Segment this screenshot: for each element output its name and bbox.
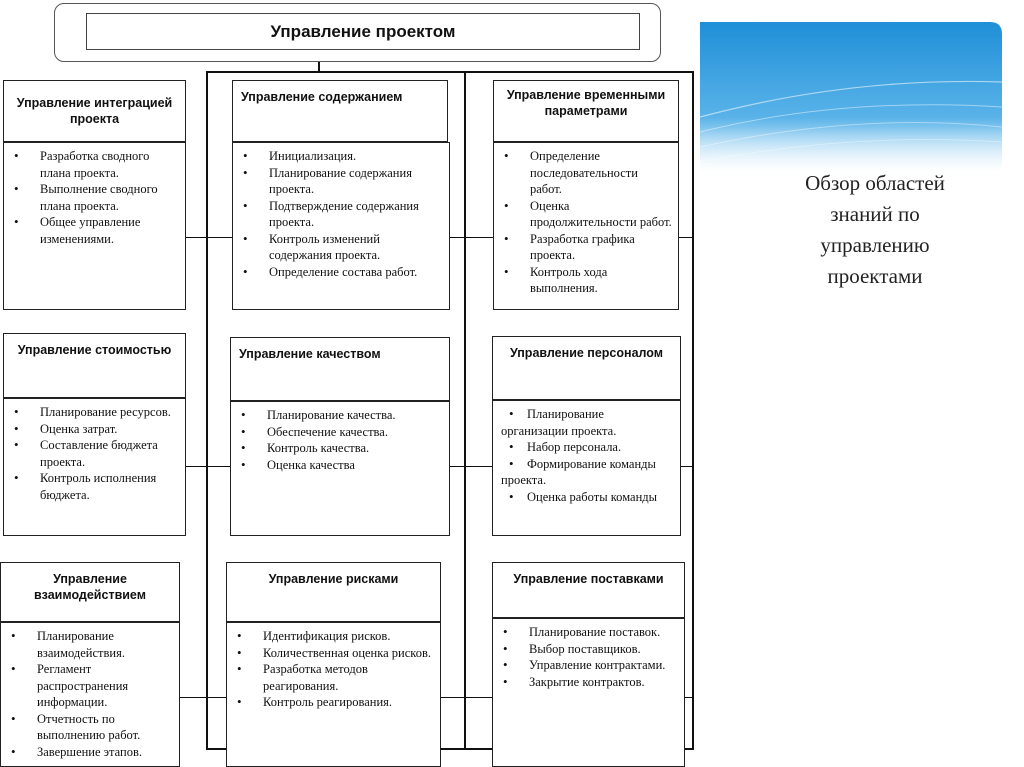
connector-line — [206, 71, 694, 73]
list-item: • Контроль исполнения бюджета. — [12, 470, 179, 503]
area-risks-title: Управление рисками — [226, 562, 441, 622]
connector-line — [681, 466, 692, 467]
list-item: • Формирование команды проекта. — [501, 456, 674, 489]
list-item: • Контроль реагирования. — [235, 694, 434, 711]
connector-line — [464, 71, 466, 749]
area-content-title: Управление содержанием — [232, 80, 448, 142]
list-item: • Планирование поставок. — [501, 624, 678, 641]
area-quality-title: Управление качеством — [230, 337, 450, 401]
list-item: • Выбор поставщиков. — [501, 641, 678, 658]
list-item: • Обеспечение качества. — [239, 424, 443, 441]
list-item: • Отчетность по выполнению работ. — [9, 711, 173, 744]
area-integration-list — [3, 142, 186, 310]
connector-line — [441, 697, 464, 698]
connector-line — [450, 466, 464, 467]
side-caption: Обзор областей знаний по управлению проектами — [805, 171, 945, 288]
list-item: • Общее управление изменениями. — [12, 214, 179, 247]
connector-line — [208, 466, 230, 467]
area-cost-title: Управление стоимостью — [3, 333, 186, 398]
list-item: • Разработка методов реагирования. — [235, 661, 434, 694]
list-item: • Закрытие контрактов. — [501, 674, 678, 691]
list-item: • Составление бюджета проекта. — [12, 437, 179, 470]
list-item: • Разработка графика проекта. — [502, 231, 672, 264]
list-item: • Планирование взаимодействия. — [9, 628, 173, 661]
list-item: • Выполнение сводного плана проекта. — [12, 181, 179, 214]
list-item: • Оценка качества — [239, 457, 443, 474]
list-item: • Подтверждение содержания проекта. — [241, 198, 443, 231]
connector-line — [685, 697, 692, 698]
connector-line — [208, 697, 226, 698]
list-item: • Определение состава работ. — [241, 264, 443, 281]
list-item: • Определение последовательности работ. — [502, 148, 672, 198]
list-item: • Контроль качества. — [239, 440, 443, 457]
connector-line — [466, 237, 493, 238]
connector-line — [186, 237, 206, 238]
connector-line — [679, 237, 692, 238]
list-item: • Идентификация рисков. — [235, 628, 434, 645]
list-item: • Управление контрактами. — [501, 657, 678, 674]
area-personnel-title: Управление персоналом — [492, 336, 681, 400]
list-item: • Набор персонала. — [501, 439, 674, 456]
area-time-title: Управление временными параметрами — [493, 80, 679, 142]
list-item: • Контроль хода выполнения. — [502, 264, 672, 297]
main-title: Управление проектом — [86, 13, 640, 50]
area-quality-list — [230, 401, 450, 536]
list-item: • Планирование качества. — [239, 407, 443, 424]
decorative-blue-banner — [700, 22, 1002, 172]
list-item: • Завершение этапов. — [9, 744, 173, 761]
list-item: • Количественная оценка рисков. — [235, 645, 434, 662]
connector-line — [180, 697, 206, 698]
list-item: • Оценка затрат. — [12, 421, 179, 438]
area-procurement-list — [492, 618, 685, 767]
area-personnel-list — [492, 400, 681, 536]
list-item: • Разработка сводного плана проекта. — [12, 148, 179, 181]
connector-line — [692, 71, 694, 749]
area-cost-list — [3, 398, 186, 536]
area-communication-title: Управление взаимодействием — [0, 562, 180, 622]
area-risks-list — [226, 622, 441, 767]
list-item: • Оценка продолжительности работ. — [502, 198, 672, 231]
connector-line — [466, 466, 492, 467]
list-item: • Планирование содержания проекта. — [241, 165, 443, 198]
list-item: • Контроль изменений содержания проекта. — [241, 231, 443, 264]
list-item: • Регламент распространения информации. — [9, 661, 173, 711]
area-content-list — [232, 142, 450, 310]
area-communication-list — [0, 622, 180, 767]
area-procurement-title: Управление поставками — [492, 562, 685, 618]
connector-line — [186, 466, 206, 467]
list-item: • Инициализация. — [241, 148, 443, 165]
connector-line — [450, 237, 464, 238]
area-integration-title: Управление интеграцией проекта — [3, 80, 186, 142]
list-item: • Оценка работы команды — [501, 489, 674, 506]
connector-line — [208, 237, 232, 238]
connector-line — [466, 697, 492, 698]
connector-line — [206, 71, 208, 749]
area-time-list — [493, 142, 679, 310]
list-item: • Планирование ресурсов. — [12, 404, 179, 421]
list-item: • Планирование организации проекта. — [501, 406, 674, 439]
